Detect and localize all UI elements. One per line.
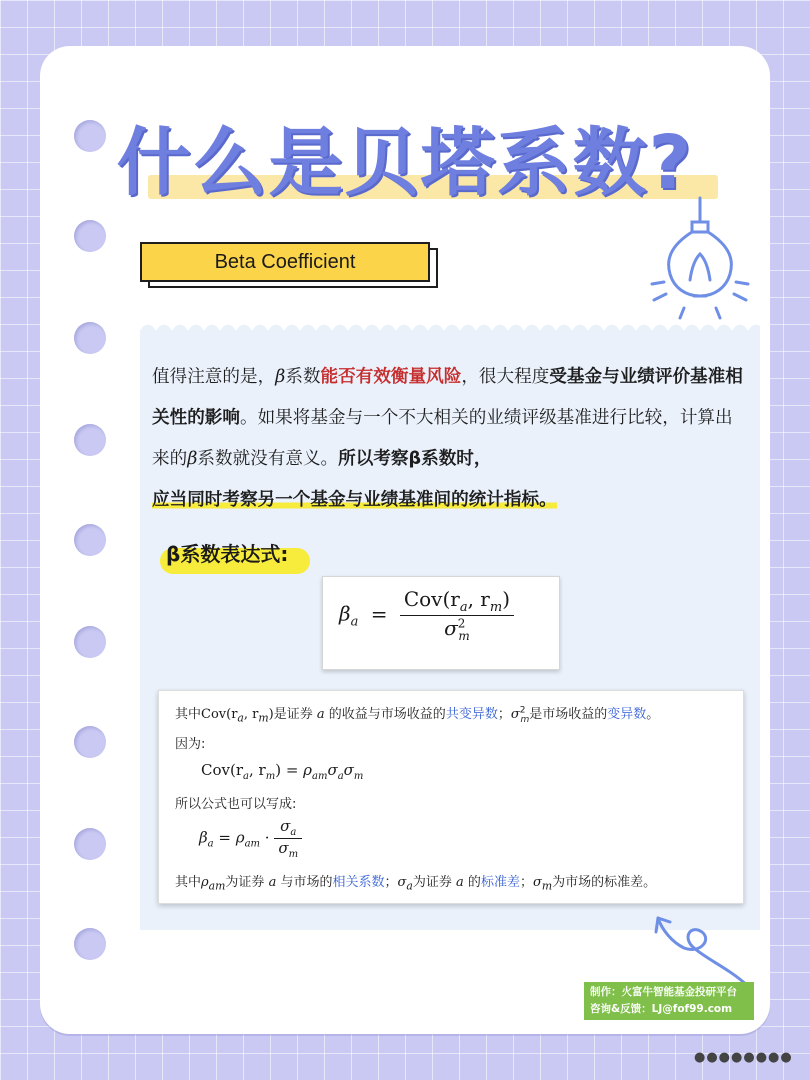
- blue-term: 变异数: [607, 707, 647, 722]
- formula-symbol: , r: [248, 761, 266, 779]
- desc-text: 的收益与市场收益的: [328, 707, 446, 722]
- desc-text: 其中: [175, 707, 202, 722]
- beta-symbol: β: [275, 367, 286, 387]
- formula-symbol: a: [456, 875, 464, 890]
- intro-text: ，很大程度: [461, 367, 550, 387]
- formula-symbol: σ: [444, 616, 458, 640]
- desc-text: 的: [467, 875, 481, 890]
- formula-symbol: σ: [343, 761, 354, 779]
- blue-term: 标准差: [480, 875, 520, 890]
- formula-symbol: ·: [260, 828, 275, 847]
- formula-symbol: a: [237, 711, 244, 725]
- formula-symbol: ρ: [201, 875, 209, 890]
- credits-line: 制作：火富牛智能基金投研平台: [590, 986, 737, 998]
- formula-symbol: m: [458, 629, 470, 643]
- formula-symbol: 2: [457, 616, 466, 631]
- formula-symbol: ρ: [303, 761, 312, 779]
- desc-text: ；: [519, 875, 533, 890]
- curved-arrow-icon: [648, 908, 758, 992]
- desc-line-3: [201, 761, 363, 782]
- formula-fraction: [274, 817, 302, 860]
- desc-math: [201, 707, 274, 725]
- desc-line-6: [175, 871, 656, 893]
- contact-line: 咨询&反馈：LJ@fof99.com: [590, 1003, 733, 1015]
- formula-symbol: m: [520, 714, 530, 725]
- formula-symbol: a: [207, 838, 214, 850]
- desc-text: 为证券: [225, 875, 265, 890]
- intro-paragraph: [152, 357, 748, 521]
- blue-term: 共变异数: [445, 707, 498, 722]
- formula-symbol: =: [213, 828, 236, 847]
- intro-text: 。如果将基金与一个不大相关的业绩评级基准进行比较，计算出来的: [152, 408, 733, 469]
- formula-symbol: =: [370, 601, 388, 626]
- formula-symbol: σ: [397, 875, 407, 890]
- formula-symbol: β: [339, 601, 351, 626]
- binder-hole: [74, 524, 106, 556]
- binder-hole: [74, 424, 106, 456]
- intro-bold-emphasis: 所以考察β系数时，: [338, 449, 492, 469]
- intro-text: 系数: [285, 367, 321, 387]
- formula-symbol: am: [311, 771, 328, 782]
- desc-text: 与市场的: [280, 875, 333, 890]
- formula-symbol: Cov(r: [403, 587, 460, 611]
- desc-text: 为证券: [412, 875, 452, 890]
- formula-symbol: ): [275, 761, 282, 779]
- formula-symbol: a: [350, 614, 359, 630]
- binder-hole: [74, 828, 106, 860]
- page-title: 什么是贝塔系数?: [116, 120, 694, 206]
- intro-highlighted-line: 应当同时考察另一个基金与业绩基准间的统计指标。: [152, 490, 557, 510]
- binder-hole: [74, 220, 106, 252]
- formula-symbol: σ: [280, 817, 291, 835]
- desc-line-2: 因为:: [175, 737, 206, 752]
- formula-symbol: a: [406, 879, 413, 893]
- formula-symbol: a: [290, 827, 297, 838]
- formula-symbol: a: [459, 600, 468, 615]
- formula-symbol: a: [337, 771, 344, 782]
- formula-symbol: σ: [327, 761, 338, 779]
- formula-symbol: σ: [532, 875, 542, 890]
- formula-symbol: ρ: [235, 828, 245, 847]
- desc-text: 为市场的标准差。: [552, 875, 657, 890]
- binder-hole: [74, 322, 106, 354]
- formula-symbol: , r: [467, 587, 490, 611]
- beta-symbol: β: [187, 449, 198, 469]
- binder-hole: [74, 626, 106, 658]
- section-title: β系数表达式:: [166, 542, 289, 566]
- desc-text: ；: [497, 707, 511, 722]
- desc-line-5: [199, 817, 302, 860]
- formula-symbol: Cov(r: [201, 761, 244, 779]
- formula-symbol: m: [541, 879, 553, 893]
- formula-symbol: ): [268, 707, 274, 722]
- formula-symbol: a: [268, 875, 277, 890]
- formula-box: [322, 576, 560, 670]
- formula-description-box: [158, 690, 744, 904]
- formula-symbol: am: [208, 879, 226, 893]
- desc-text: 其中: [175, 875, 202, 890]
- more-indicator: ●●●●●●●●: [694, 1050, 793, 1065]
- formula-symbol: ): [502, 587, 511, 611]
- formula-symbol: m: [265, 771, 276, 782]
- intro-red-emphasis: 能否有效衡量风险: [320, 367, 462, 387]
- formula-symbol: σ: [510, 707, 520, 722]
- desc-line-1: [175, 703, 659, 725]
- desc-text: ；: [384, 875, 398, 890]
- binder-hole: [74, 726, 106, 758]
- formula-symbol: m: [258, 711, 269, 725]
- formula-symbol: σ: [278, 839, 289, 857]
- formula-symbol: Cov(r: [201, 707, 238, 722]
- formula-symbol: a: [243, 771, 249, 782]
- lightbulb-icon: [640, 196, 760, 336]
- binder-hole: [74, 928, 106, 960]
- intro-text: 值得注意的是，: [152, 367, 276, 387]
- desc-text: 是证券: [273, 707, 313, 722]
- formula-symbol: am: [244, 838, 261, 850]
- formula-symbol: m: [489, 600, 503, 615]
- formula-symbol: =: [281, 761, 304, 779]
- intro-text: 系数就没有意义。: [197, 449, 339, 469]
- desc-line-4: 所以公式也可以写成:: [175, 797, 297, 812]
- formula-symbol: , r: [243, 707, 259, 722]
- formula-symbol: m: [353, 771, 364, 782]
- credits-footer: [584, 982, 754, 1020]
- blue-term: 相关系数: [332, 875, 385, 890]
- formula-symbol: 2: [519, 705, 526, 716]
- formula-symbol: m: [288, 849, 299, 860]
- formula-symbol: a: [316, 707, 325, 722]
- intro-bold-emphasis: 受基金与业绩评价基准相关性的影响: [152, 367, 743, 428]
- formula-symbol: β: [199, 828, 208, 847]
- beta-formula: [339, 587, 514, 643]
- subtitle-badge: Beta Coefficient: [140, 242, 430, 282]
- desc-text: 。: [646, 707, 660, 722]
- desc-text: 是市场收益的: [529, 707, 608, 722]
- formula-fraction: [400, 587, 514, 643]
